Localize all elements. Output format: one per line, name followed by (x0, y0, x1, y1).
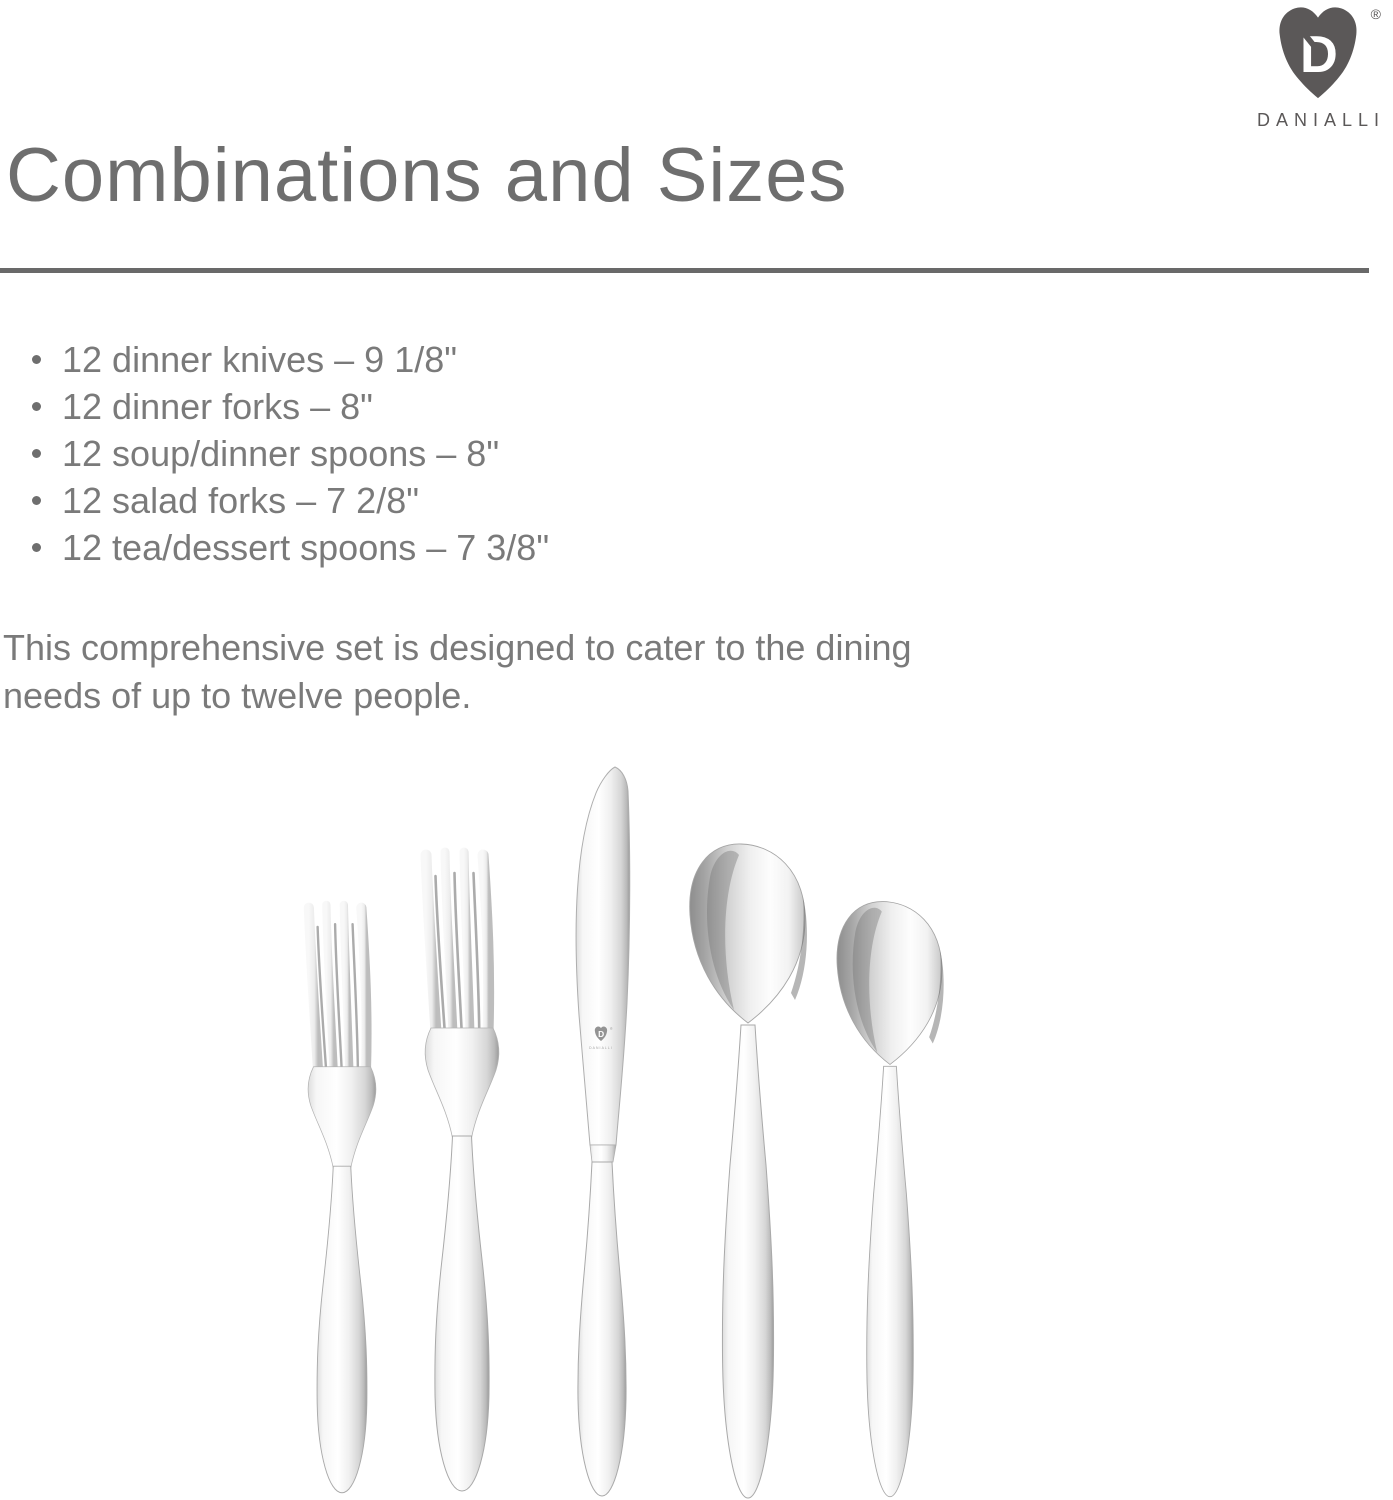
brand-wordmark: DANIALLI (1256, 110, 1386, 130)
page-title: Combinations and Sizes (6, 133, 848, 218)
list-item: 12 dinner knives – 9 1/8" (32, 336, 549, 383)
dinner-spoon-image (690, 844, 807, 1498)
list-item: 12 dinner forks – 8" (32, 383, 549, 430)
description-text: This comprehensive set is designed to cater to the dining needs of up to twelve people. (3, 627, 912, 716)
list-item: 12 soup/dinner spoons – 8" (32, 430, 549, 477)
list-item: 12 salad forks – 7 2/8" (32, 477, 549, 524)
engraving-wordmark: DANIALLI (589, 1046, 613, 1050)
dinner-fork-image (425, 852, 499, 1491)
engraving-registered-mark: ® (610, 1027, 613, 1031)
brand-monogram: D (1300, 25, 1338, 84)
registered-mark: ® (1370, 6, 1381, 22)
salad-fork-image (308, 905, 376, 1493)
svg-text:D: D (598, 1028, 605, 1039)
dinner-knife-image (576, 767, 630, 1496)
tea-spoon-image (837, 902, 944, 1497)
list-item: 12 tea/dessert spoons – 7 3/8" (32, 524, 549, 571)
